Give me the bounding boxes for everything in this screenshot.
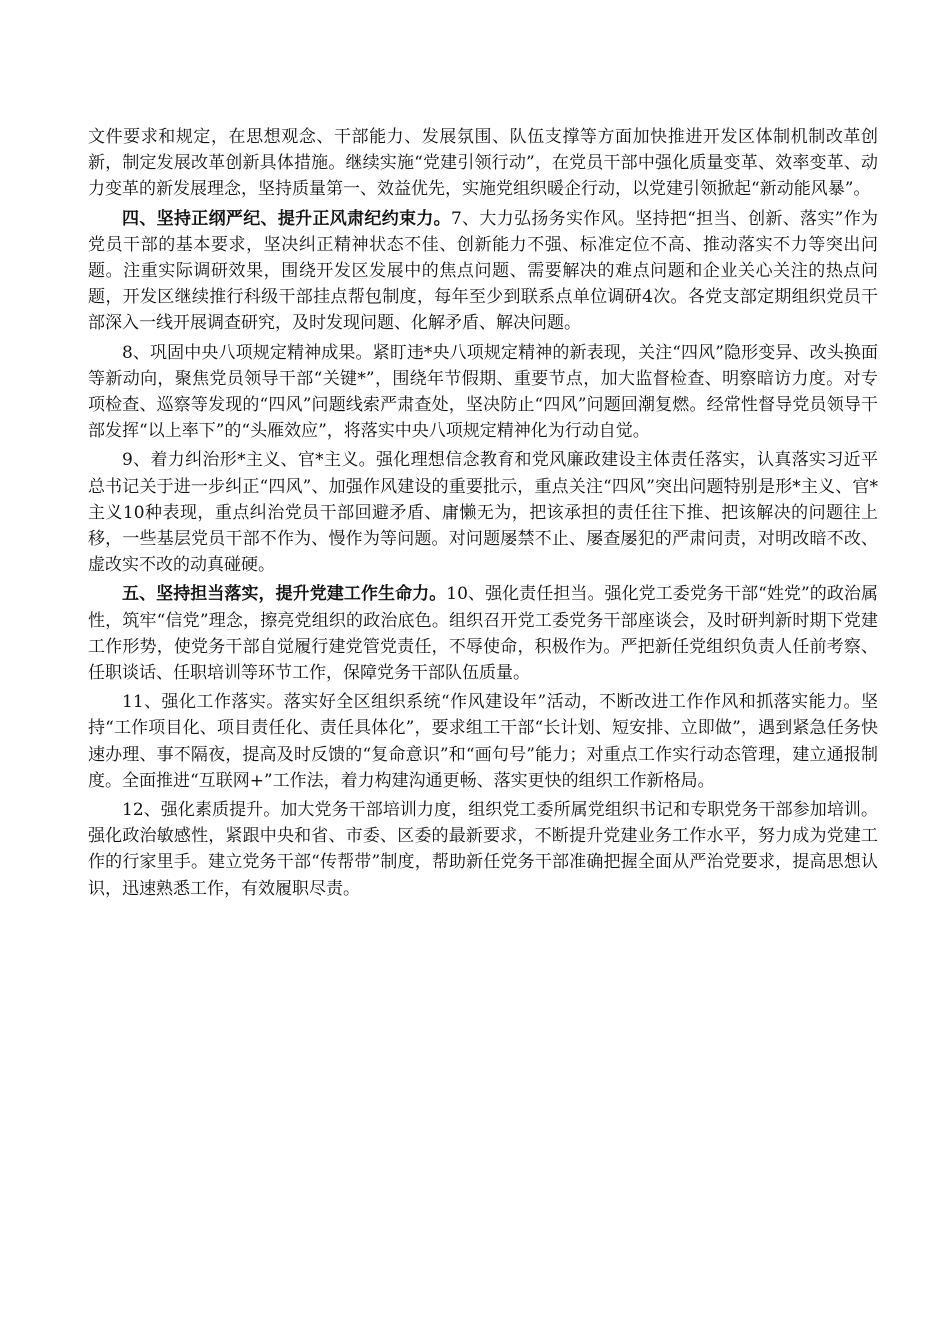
paragraph-text: 文件要求和规定，在思想观念、干部能力、发展氛围、队伍支撑等方面加快推进开发区体制机制改革创新，制定发展改革创新具体措施。继续实施“党建引领行动”，在党员干部中强化质量变革、效率变革、动力变革的新发展理念，坚持质量第一、效益优先，实施党组织暖企行动，以党建引领掀起“新动能风暴”。 [88, 127, 878, 200]
section-heading: 五、坚持担当落实，提升党建工作生命力。 [122, 584, 447, 605]
paragraph-continued [88, 124, 878, 203]
paragraph-text: 12、强化素质提升。加大党务干部培训力度，组织党工委所属党组织书记和专职党务干部参加培训。强化政治敏感性，紧跟中央和省、市委、区委的最新要求，不断提升党建业务工作水平，努力成为党建工作的行家里手。建立党务干部“传帮带”制度，帮助新任党务干部准确把握全面从严治党要求，提高思想认识，迅速熟悉工作，有效履职尽责。 [88, 800, 878, 899]
paragraph-item-11 [88, 689, 878, 794]
paragraph-text: 10、强化责任担当。强化党工委党务干部“姓党”的政治属性，筑牢“信党”理念，擦亮党组织的政治底色。组织召开党工委党务干部座谈会，及时研判新时期下党建工作形势，使党务干部自觉履行建党管党责任，不辱使命，积极作为。严把新任党组织负责人任前考察、任职谈话、任职培训等环节工作，保障党务干部队伍质量。 [88, 584, 879, 684]
paragraph-text: 9、着力纠治形*主义、官*主义。强化理想信念教育和党风廉政建设主体责任落实，认真落实习近平总书记关于进一步纠正“四风”、加强作风建设的重要批示，重点关注“四风”突出问题特别是形*主义、官*主义10种表现，重点纠治党员干部回避矛盾、庸懒无为，把该承担的责任往下推、把该解决的问题往上移，一些基层党员干部不作为、慢作为等问题。对问题屡禁不止、屡查屡犯的严肃问责，对明改暗不改、虚改实不改的动真碰硬。 [88, 450, 878, 576]
paragraph-text: 7、大力弘扬务实作风。坚持把“担当、创新、落实”作为党员干部的基本要求，坚决纠正精神状态不佳、创新能力不强、标准定位不高、推动落实不力等突出问题。注重实际调研效果，围绕开发区发展中的焦点问题、需要解决的难点问题和企业关心关注的热点问题，开发区继续推行科级干部挂点帮包制度，每年至少到联系点单位调研4次。各党支部定期组织党员干部深入一线开展调查研究，及时发现问题、化解矛盾、解决问题。 [88, 208, 879, 334]
paragraph-text: 11、强化工作落实。落实好全区组织系统“作风建设年”活动，不断改进工作作风和抓落实能力。坚持“工作项目化、项目责任化、责任具体化”，要求组工干部“长计划、短安排、立即做”，遇到紧急任务快速办理、事不隔夜，提高及时反馈的“复命意识”和“画句号”能力；对重点工作实行动态管理，建立通报制度。全面推进“互联网+”工作法，着力构建沟通更畅、落实更快的组织工作新格局。 [88, 692, 878, 791]
paragraph-item-12 [88, 797, 878, 902]
paragraph-section-4 [88, 206, 878, 337]
paragraph-text: 8、巩固中央八项规定精神成果。紧盯违*央八项规定精神的新表现，关注“四风”隐形变异、改头换面等新动向，聚焦党员领导干部“关键*”，围绕年节假期、重要节点，加大监督检查、明察暗访力度。对专项检查、巡察等发现的“四风”问题线索严肃查处，坚决防止“四风”问题回潮复燃。经常性督导党员领导干部发挥“以上率下”的“头雁效应”，将落实中央八项规定精神化为行动自觉。 [88, 342, 878, 442]
paragraph-item-8 [88, 340, 878, 445]
document-body [88, 124, 878, 905]
paragraph-item-9 [88, 447, 878, 578]
section-heading: 四、坚持正纲严纪、提升正风肃纪约束力。 [122, 208, 451, 229]
paragraph-section-5 [88, 581, 878, 686]
